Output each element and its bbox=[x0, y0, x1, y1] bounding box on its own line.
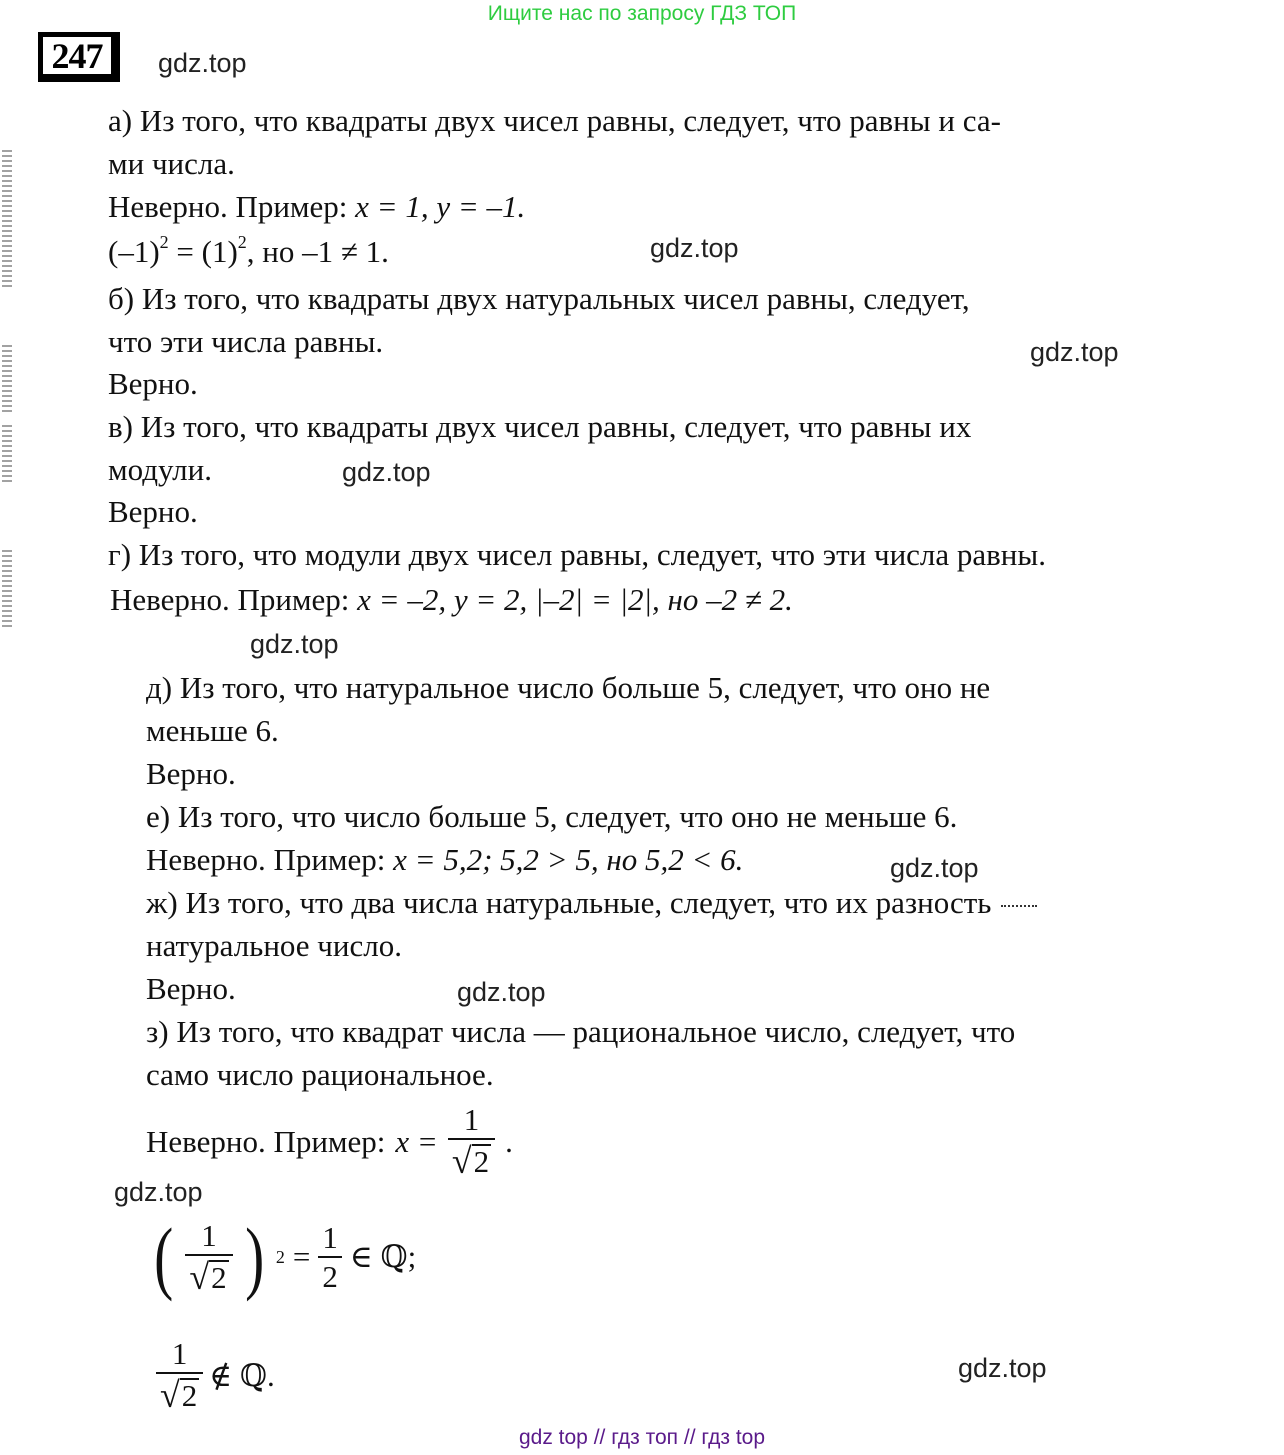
search-banner: Ищите нас по запросу ГДЗ ТОП bbox=[487, 2, 797, 25]
scan-artifact bbox=[2, 345, 12, 415]
section-z-square: ( 1 √ 2 ) 2 = $\frac{1}{2}$ ∈ ℚ; bbox=[154, 1211, 417, 1302]
verdict: Неверно. Пример: bbox=[146, 1123, 386, 1159]
section-v-line2: модули. bbox=[108, 452, 212, 487]
section-zh-verdict: Верно. bbox=[146, 971, 236, 1006]
watermark: gdz.top bbox=[1030, 337, 1119, 367]
section-z-line1: з) Из того, что квадрат числа — рациональное число, следует, что bbox=[146, 1014, 1016, 1049]
section-d-line1: д) Из того, что натуральное число больше 5, следует, что оно не bbox=[146, 670, 991, 705]
section-b-verdict: Верно. bbox=[108, 366, 198, 401]
example-values: x = –2, y = 2, |–2| = |2|, но –2 ≠ 2. bbox=[357, 582, 793, 617]
verdict: Неверно. Пример: bbox=[110, 582, 350, 617]
section-z-line2: само число рациональное. bbox=[146, 1057, 494, 1092]
watermark: gdz.top bbox=[890, 853, 979, 883]
section-a-line2: ми числа. bbox=[108, 146, 235, 181]
scan-artifact bbox=[2, 550, 12, 630]
section-g-line1: г) Из того, что модули двух чисел равны, следует, что эти числа равны. bbox=[108, 537, 1046, 572]
task-number: 247 bbox=[38, 32, 120, 82]
section-e-line1: е) Из того, что число больше 5, следует, что оно не меньше 6. bbox=[146, 799, 958, 834]
sqrt-icon: √ bbox=[189, 1256, 210, 1297]
scan-artifact bbox=[2, 150, 12, 290]
section-zh-line2: натуральное число. bbox=[146, 928, 402, 963]
watermark: gdz.top bbox=[342, 457, 431, 487]
example-values: x = 1, y = –1. bbox=[355, 189, 526, 224]
sqrt-icon: √ bbox=[451, 1141, 472, 1181]
section-z-conclusion: 1 √ 2 ∉ ℚ. bbox=[156, 1338, 275, 1413]
section-d-line2: меньше 6. bbox=[146, 713, 279, 748]
left-paren: ( bbox=[154, 1211, 174, 1302]
sqrt-icon: √ bbox=[160, 1375, 180, 1415]
section-g-example bbox=[110, 580, 793, 620]
section-a-line1: а) Из того, что квадраты двух чисел равны, следует, что равны и са- bbox=[108, 103, 1001, 138]
watermark: gdz.top bbox=[114, 1177, 203, 1207]
scan-artifact bbox=[2, 425, 12, 485]
section-a-math: $(-1)^2 = (1)^2$, но –1 ≠ 1. bbox=[108, 232, 389, 269]
section-e-example bbox=[146, 840, 743, 880]
right-paren: ) bbox=[244, 1211, 264, 1302]
section-d-verdict: Верно. bbox=[146, 756, 236, 791]
example-values: x = 5,2; 5,2 > 5, но 5,2 < 6. bbox=[393, 842, 744, 877]
watermark: gdz.top bbox=[250, 629, 339, 659]
watermark: gdz.top bbox=[958, 1353, 1047, 1383]
section-v-verdict: Верно. bbox=[108, 494, 198, 529]
section-b-line1: б) Из того, что квадраты двух натуральных чисел равны, следует, bbox=[108, 281, 970, 316]
dash-mark bbox=[1001, 905, 1037, 907]
verdict: Неверно. Пример: bbox=[108, 189, 348, 224]
verdict: Неверно. Пример: bbox=[146, 842, 386, 877]
section-a-example bbox=[108, 187, 525, 227]
footer-links: gdz top // гдз топ // гдз top bbox=[518, 1426, 766, 1449]
section-z-example: Неверно. Пример: x = 1 √ 2 . bbox=[146, 1102, 513, 1181]
fraction-one-over-root-two: 1 √ 2 bbox=[448, 1104, 495, 1179]
watermark: gdz.top bbox=[650, 233, 739, 263]
section-v-line1: в) Из того, что квадраты двух чисел равны, следует, что равны их bbox=[108, 409, 972, 444]
watermark: gdz.top bbox=[457, 977, 546, 1007]
section-zh-line1: ж) Из того, что два числа натуральные, следует, что их разность bbox=[146, 883, 1037, 923]
watermark: gdz.top bbox=[158, 48, 247, 78]
section-b-line2: что эти числа равны. bbox=[108, 324, 384, 359]
